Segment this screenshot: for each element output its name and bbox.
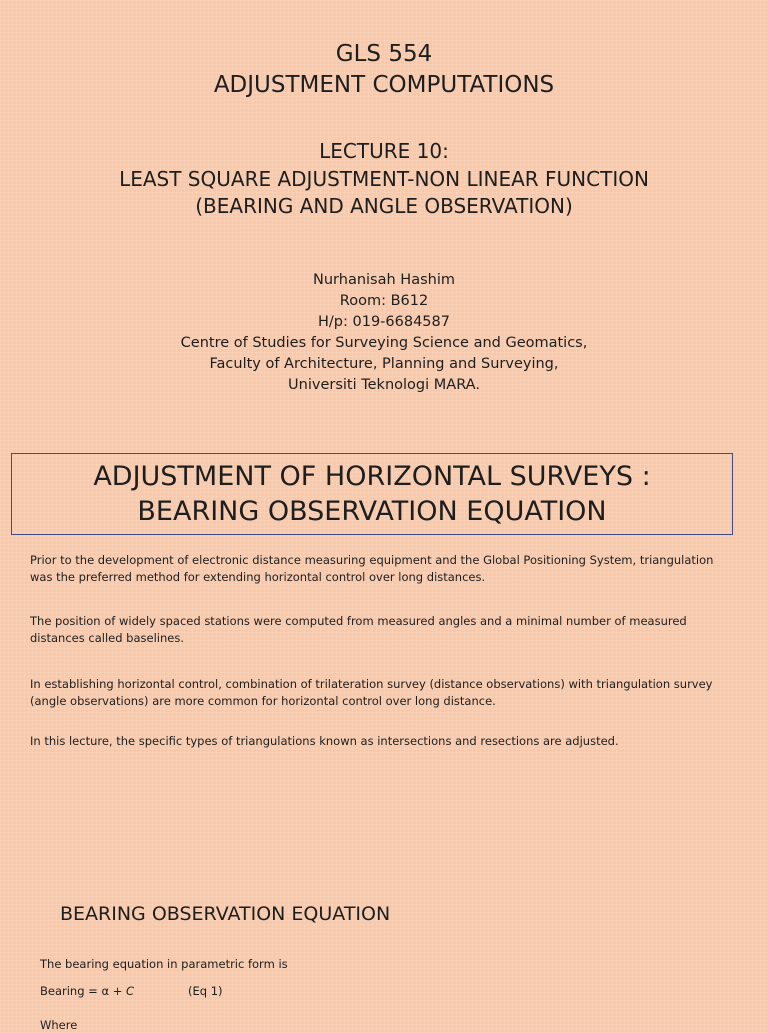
title-slide: [0, 0, 768, 440]
slide-heading-line: ADJUSTMENT OF HORIZONTAL SURVEYS :: [93, 461, 651, 492]
author-name: Nurhanisah Hashim: [313, 272, 455, 288]
course-title: ADJUSTMENT COMPUTATIONS: [213, 72, 555, 98]
paragraph: Prior to the development of electronic distance measuring equipment and the Global Positioning System, triangulation was the preferred method for extending horizontal control over long distances.: [30, 553, 714, 584]
bearing-equation: [40, 983, 134, 999]
paragraph: The position of widely spaced stations were computed from measured angles and a minimal number of measured distances called baselines.: [30, 614, 687, 645]
slide-heading-box: [11, 453, 733, 535]
equation-intro: The bearing equation in parametric form is: [40, 957, 288, 971]
author-info: [0, 270, 768, 396]
lecture-title-line: LEAST SQUARE ADJUSTMENT-NON LINEAR FUNCTION: [119, 167, 649, 191]
paragraph: In establishing horizontal control, combination of trilateration survey (distance observations) with triangulation survey (angle observations) are more common for horizontal control over long distance.: [30, 677, 713, 708]
author-faculty: Faculty of Architecture, Planning and Surveying,: [209, 356, 559, 372]
section-title: BEARING OBSERVATION EQUATION: [60, 903, 391, 925]
course-code: GLS 554: [335, 41, 433, 67]
author-university: Universiti Teknologi MARA.: [288, 377, 480, 393]
equation-constant: C: [126, 984, 135, 998]
lecture-title: [0, 166, 768, 220]
lecture-number: LECTURE 10:: [319, 139, 449, 163]
author-phone: H/p: 019-6684587: [318, 314, 450, 330]
author-centre: Centre of Studies for Surveying Science and Geomatics,: [180, 335, 588, 351]
where-line: Where: [40, 1018, 78, 1032]
slide-heading-line: BEARING OBSERVATION EQUATION: [137, 496, 607, 527]
author-room: Room: B612: [339, 293, 429, 309]
equation-text: Bearing = α +: [40, 984, 126, 998]
lecture-title-line: (BEARING AND ANGLE OBSERVATION): [195, 194, 573, 218]
equation-label: (Eq 1): [188, 984, 223, 998]
paragraph: In this lecture, the specific types of triangulations known as intersections and resections are adjusted.: [30, 734, 619, 748]
